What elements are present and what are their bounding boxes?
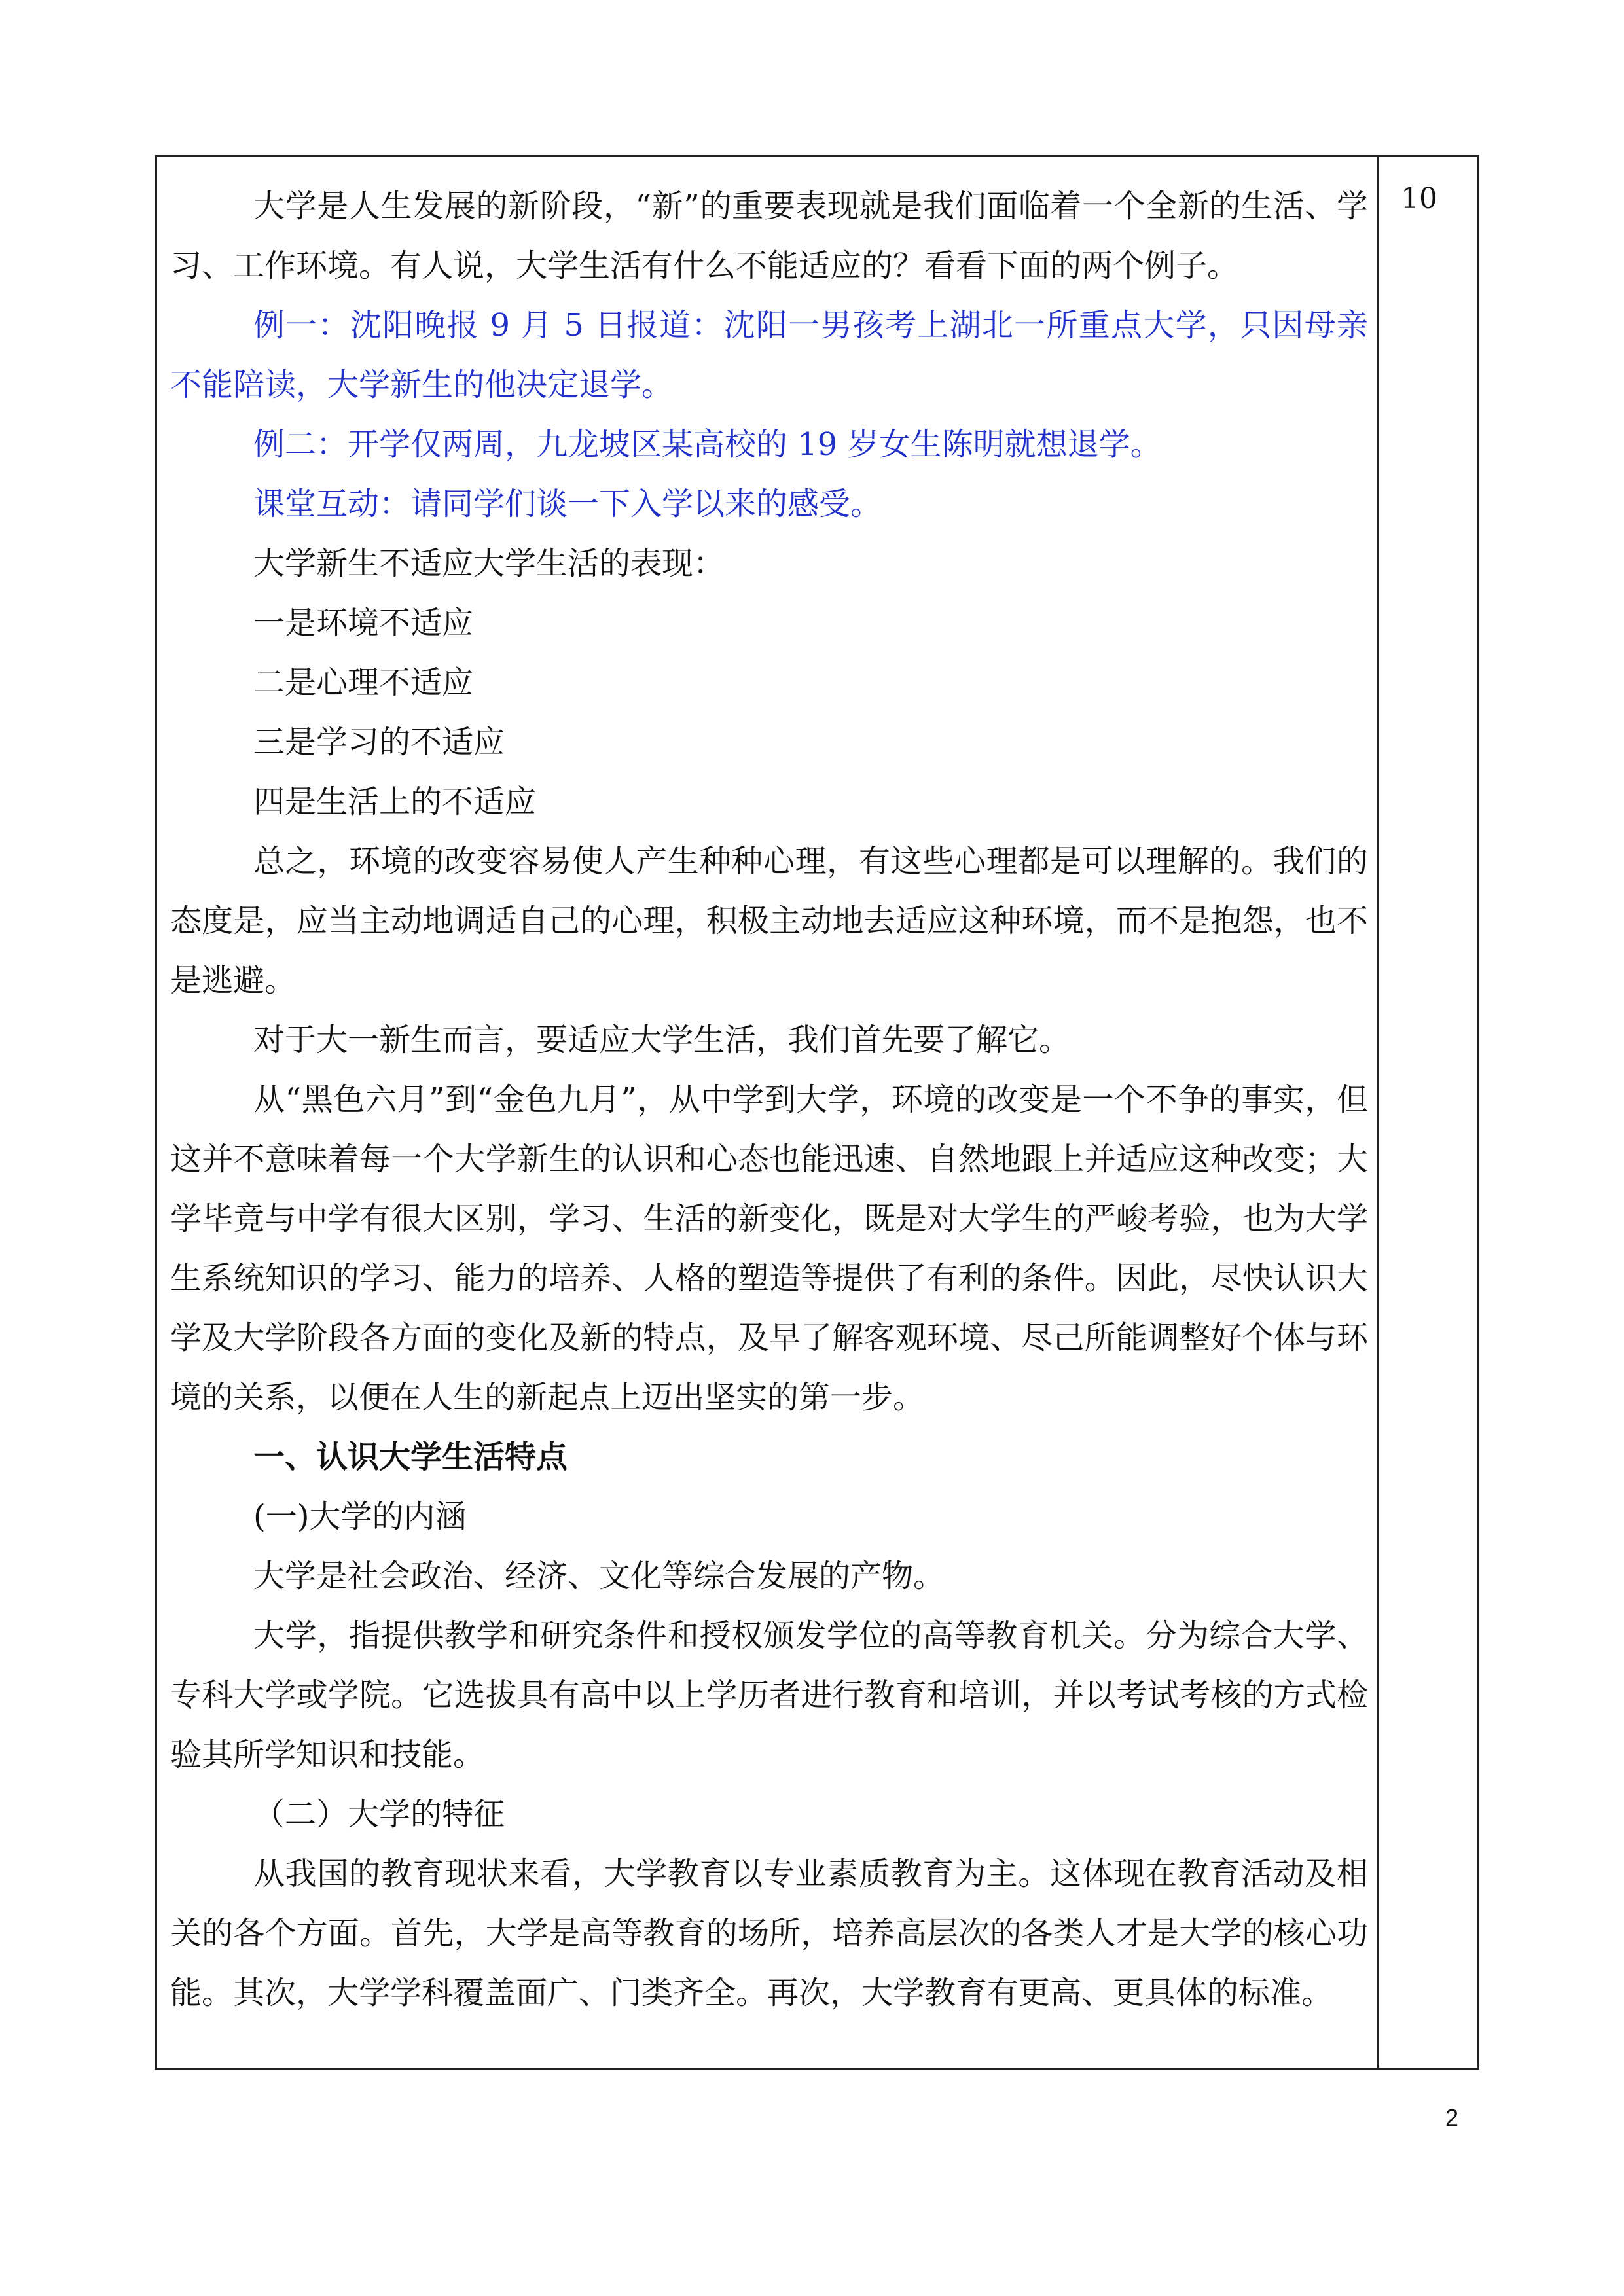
- page-number: 2: [1445, 2104, 1459, 2131]
- paragraph: 大学是人生发展的新阶段，“新”的重要表现就是我们面临着一个全新的生活、学习、工作环境。有人说，大学生活有什么不能适应的？看看下面的两个例子。: [170, 188, 1368, 284]
- lesson-text: [170, 177, 1368, 2023]
- list-item: 四是生活上的不适应: [253, 783, 537, 820]
- list-item: 三是学习的不适应: [253, 724, 505, 761]
- paragraph: 大学，指提供教学和研究条件和授权颁发学位的高等教育机关。分为综合大学、专科大学或学院。它选拔具有高中以上学历者进行教育和培训，并以考试考核的方式检验其所学知识和技能。: [170, 1617, 1368, 1773]
- subsection-heading: (一)大学的内涵: [253, 1498, 467, 1535]
- paragraph: 总之，环境的改变容易使人产生种种心理，有这些心理都是可以理解的。我们的态度是，应当主动地调适自己的心理，积极主动地去适应这种环境，而不是抱怨，也不是逃避。: [170, 843, 1368, 999]
- paragraph: 从我国的教育现状来看，大学教育以专业素质教育为主。这体现在教育活动及相关的各个方面。首先，大学是高等教育的场所，培养高层次的各类人才是大学的核心功能。其次，大学学科覆盖面广、门类齐全。再次，大学教育有更高、更具体的标准。: [170, 1856, 1368, 2011]
- paragraph: 大学是社会政治、经济、文化等综合发展的产物。: [253, 1558, 945, 1594]
- paragraph: 对于大一新生而言，要适应大学生活，我们首先要了解它。: [253, 1022, 1071, 1058]
- paragraph: 从“黑色六月”到“金色九月”，从中学到大学，环境的改变是一个不争的事实，但这并不意味着每一个大学新生的认识和心态也能迅速、自然地跟上并适应这种改变；大学毕竟与中学有很大区别，学习、生活的新变化，既是对大学生的严峻考验，也为大学生系统知识的学习、能力的培养、人格的塑造等提供了有利的条件。因此，尽快认识大学及大学阶段各方面的变化及新的特点，及早了解客观环境、尽己所能调整好个体与环境的关系，以便在人生的新起点上迈出坚实的第一步。: [170, 1081, 1368, 1416]
- subsection-heading: （二）大学的特征: [253, 1796, 505, 1833]
- example-paragraph: 例一：沈阳晚报 9 月 5 日报道：沈阳一男孩考上湖北一所重点大学，只因母亲不能陪读，大学新生的他决定退学。: [170, 307, 1368, 403]
- column-divider: [1377, 157, 1379, 2068]
- section-heading: 一、认识大学生活特点: [253, 1439, 568, 1475]
- content-table: [155, 155, 1479, 2070]
- time-minutes: 10: [1401, 182, 1437, 215]
- paragraph: 大学新生不适应大学生活的表现：: [253, 545, 725, 582]
- interaction-paragraph: 课堂互动：请同学们谈一下入学以来的感受。: [253, 486, 882, 522]
- example-paragraph: 例二：开学仅两周，九龙坡区某高校的 19 岁女生陈明就想退学。: [253, 426, 1162, 463]
- list-item: 一是环境不适应: [253, 605, 474, 641]
- list-item: 二是心理不适应: [253, 664, 474, 701]
